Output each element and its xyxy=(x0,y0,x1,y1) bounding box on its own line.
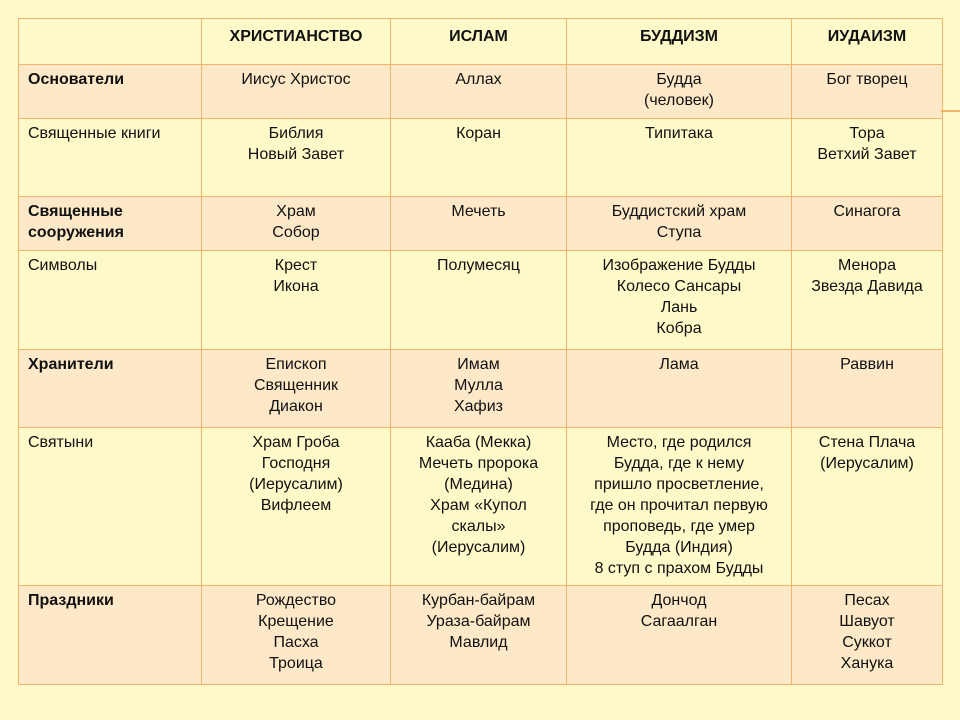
cell-founders-buddhism: Будда (человек) xyxy=(567,65,792,119)
religions-comparison-table xyxy=(18,18,943,685)
cell-buildings-christianity: Храм Собор xyxy=(202,197,391,251)
cell-holidays-islam: Курбан-байрам Ураза-байрам Мавлид xyxy=(391,586,567,685)
row-label-sacred-books: Священные книги xyxy=(19,119,202,197)
cell-books-judaism: Тора Ветхий Завет xyxy=(792,119,943,197)
row-label-symbols: Символы xyxy=(19,251,202,350)
header-christianity: ХРИСТИАНСТВО xyxy=(202,19,391,65)
cell-founders-christianity: Иисус Христос xyxy=(202,65,391,119)
table-row-symbols xyxy=(19,251,943,350)
cell-shrines-christianity: Храм Гроба Господня (Иерусалим) Вифлеем xyxy=(202,428,391,586)
cell-holidays-judaism: Песах Шавуот Суккот Ханука xyxy=(792,586,943,685)
cell-symbols-islam: Полумесяц xyxy=(391,251,567,350)
decorative-connector-line xyxy=(941,110,960,112)
table-row-sacred-books xyxy=(19,119,943,197)
cell-keepers-buddhism: Лама xyxy=(567,350,792,428)
cell-books-islam: Коран xyxy=(391,119,567,197)
row-label-keepers: Хранители xyxy=(19,350,202,428)
religions-table-wrapper xyxy=(18,18,942,685)
header-buddhism: БУДДИЗМ xyxy=(567,19,792,65)
table-header-row xyxy=(19,19,943,65)
header-islam: ИСЛАМ xyxy=(391,19,567,65)
cell-shrines-buddhism: Место, где родился Будда, где к нему пришло просветление, где он прочитал первую проповедь, где умер Будда (Индия) 8 ступ с прахом Будды xyxy=(567,428,792,586)
cell-symbols-christianity: Крест Икона xyxy=(202,251,391,350)
row-label-shrines: Святыни xyxy=(19,428,202,586)
row-label-sacred-buildings: Священные сооружения xyxy=(19,197,202,251)
cell-books-buddhism: Типитака xyxy=(567,119,792,197)
cell-holidays-buddhism: Дончод Сагаалган xyxy=(567,586,792,685)
table-row-holidays xyxy=(19,586,943,685)
cell-symbols-buddhism: Изображение Будды Колесо Сансары Лань Кобра xyxy=(567,251,792,350)
table-row-sacred-buildings xyxy=(19,197,943,251)
header-judaism: ИУДАИЗМ xyxy=(792,19,943,65)
cell-holidays-christianity: Рождество Крещение Пасха Троица xyxy=(202,586,391,685)
header-corner xyxy=(19,19,202,65)
cell-founders-islam: Аллах xyxy=(391,65,567,119)
table-row-founders xyxy=(19,65,943,119)
table-row-keepers xyxy=(19,350,943,428)
cell-keepers-judaism: Раввин xyxy=(792,350,943,428)
cell-buildings-islam: Мечеть xyxy=(391,197,567,251)
table-row-shrines xyxy=(19,428,943,586)
cell-shrines-judaism: Стена Плача (Иерусалим) xyxy=(792,428,943,586)
row-label-founders: Основатели xyxy=(19,65,202,119)
row-label-holidays: Праздники xyxy=(19,586,202,685)
cell-keepers-christianity: Епископ Священник Диакон xyxy=(202,350,391,428)
cell-symbols-judaism: Менора Звезда Давида xyxy=(792,251,943,350)
cell-buildings-buddhism: Буддистский храм Ступа xyxy=(567,197,792,251)
cell-buildings-judaism: Синагога xyxy=(792,197,943,251)
cell-keepers-islam: Имам Мулла Хафиз xyxy=(391,350,567,428)
cell-shrines-islam: Кааба (Мекка) Мечеть пророка (Медина) Храм «Купол скалы» (Иерусалим) xyxy=(391,428,567,586)
cell-books-christianity: Библия Новый Завет xyxy=(202,119,391,197)
cell-founders-judaism: Бог творец xyxy=(792,65,943,119)
